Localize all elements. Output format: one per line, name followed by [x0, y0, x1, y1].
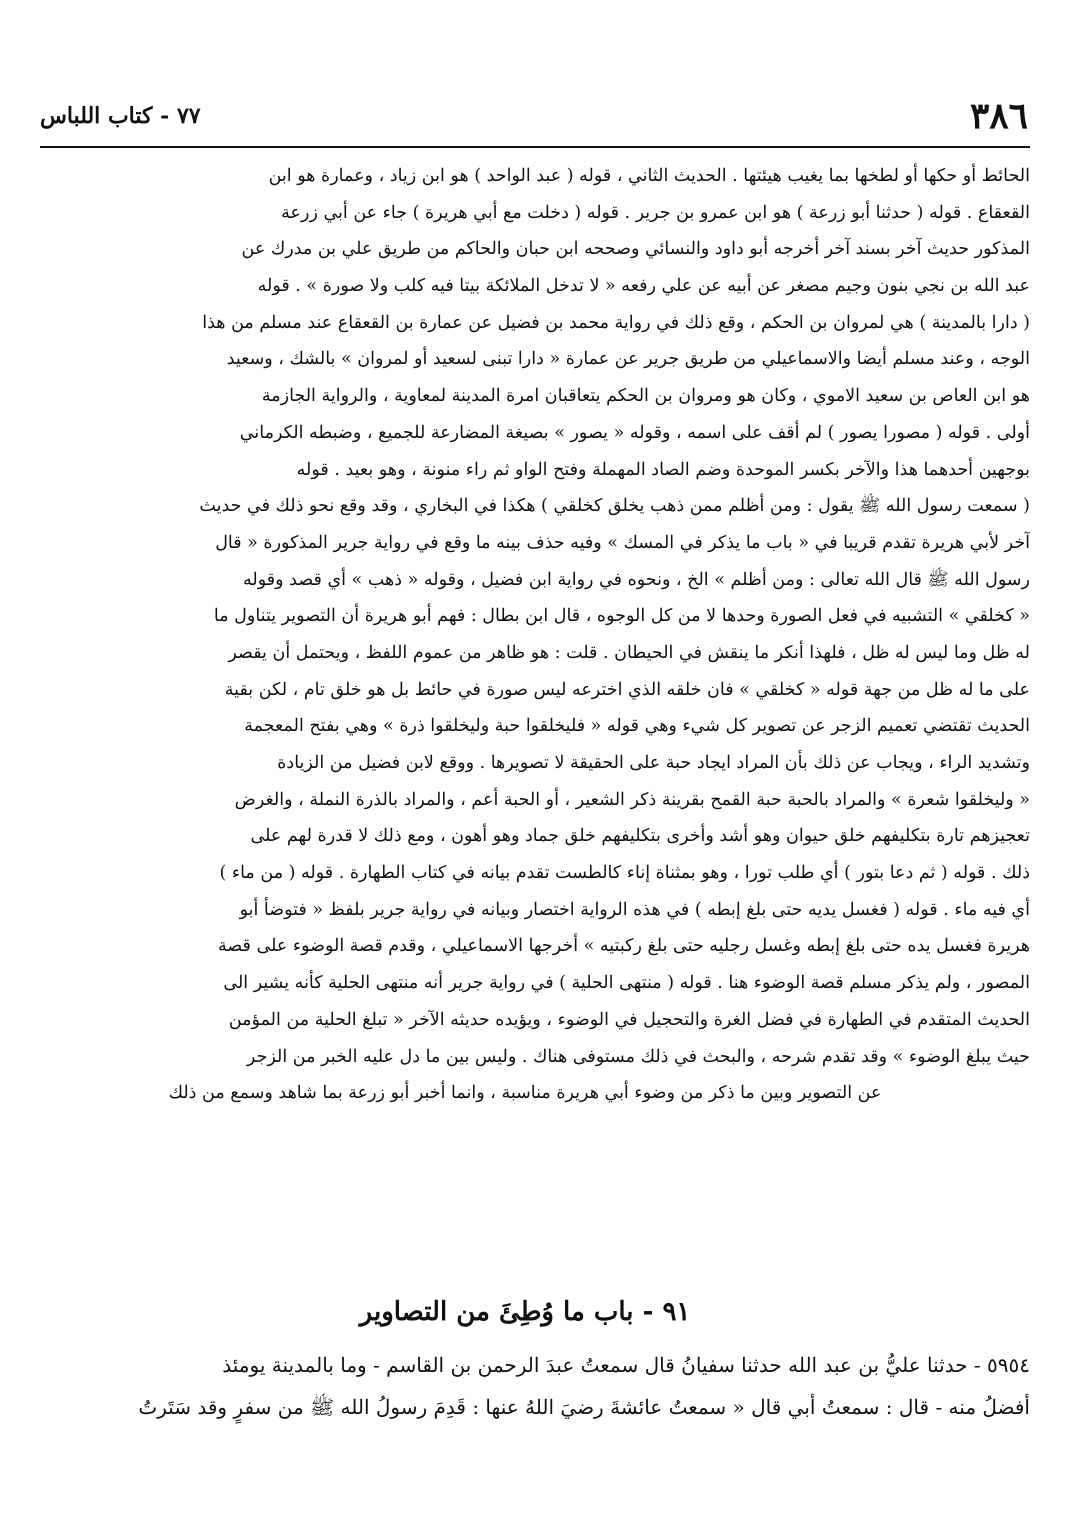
text-line: القعقاع . قوله ( حدثنا أبو زرعة ) هو ابن عمرو بن جرير . قوله ( دخلت مع أبي هريرة ) جاء عن أبي زرعة — [281, 202, 1030, 223]
page-number: ٣٨٦ — [969, 95, 1028, 137]
text-line: وتشديد الراء ، ويجاب عن ذلك بأن المراد ايجاد حبة على الحقيقة لا تصويرها . ووقع لابن فضيل من الزيادة — [277, 753, 1030, 773]
text-line: ذلك . قوله ( ثم دعا بتور ) أي طلب تورا ، وهو بمثناة إناء كالطست تقدم بيانه في كتاب الطهارة . قوله ( من ماء ) — [219, 863, 1030, 884]
text-line: الحائط أو حكها أو لطخها بما يغيب هيئتها . الحديث الثاني ، قوله ( عبد الواحد ) هو ابن زياد ، وعمارة هو ابن — [268, 166, 1030, 186]
text-line: عن التصوير وبين ما ذكر من وضوء أبي هريرة مناسبة ، وانما أخبر أبو زرعة بما شاهد وسمع من ذلك — [168, 1083, 882, 1104]
text-line: أي فيه ماء . قوله ( فغسل يديه حتى بلغ إبطه ) في هذه الرواية اختصار وبيانه في رواية جرير بلفظ « فتوضأ أبو — [239, 899, 1030, 920]
text-line: رسول الله ﷺ قال الله تعالى : ومن أظلم » الخ ، ونحوه في رواية ابن فضيل ، وقوله « ذهب » أي قصد وقوله — [243, 569, 1030, 590]
text-line: أولى . قوله ( مصورا يصور ) لم أقف على اسمه ، وقوله « يصور » بصيغة المضارعة للجميع ، وضبطه الكرماني — [239, 422, 1030, 443]
text-line: « وليخلقوا شعرة » والمراد بالحبة حبة القمح بقرينة ذكر الشعير ، أو الحبة أعم ، والمراد بالذرة النملة ، والغرض — [234, 789, 1030, 810]
text-line: تعجيزهم تارة بتكليفهم خلق حيوان وهو أشد وأخرى بتكليفهم خلق جماد وهو أهون ، ومع ذلك لا قدرة لهم على — [250, 826, 1030, 847]
text-line: « كخلقي » التشبيه في فعل الصورة وحدها لا من كل الوجوه ، قال ابن بطال : فهم أبو هريرة أن التصوير يتناول ما — [213, 606, 1030, 627]
text-line: الحديث تقتضي تعميم الزجر عن تصوير كل شيء وهي قوله « فليخلقوا حبة وليخلقوا ذرة » وهي بفتح المعجمة — [244, 716, 1030, 737]
text-line: ( دارا بالمدينة ) هي لمروان بن الحكم ، وقع ذلك في رواية محمد بن فضيل عن عمارة بن القعقاع عند مسلم من هذا — [202, 312, 1030, 333]
text-line: بوجهين أحدهما هذا والآخر بكسر الموحدة وضم الصاد المهملة وفتح الواو ثم راء منونة ، وهو بعيد . قوله — [296, 459, 1030, 480]
running-title: ٧٧ - كتاب اللباس — [40, 103, 201, 129]
text-line: هريرة فغسل يده حتى بلغ إبطه وغسل رجليه حتى بلغ ركبتيه » أخرجها الاسماعيلي ، وقدم قصة الوضوء على قصة — [218, 936, 1030, 957]
text-line: حيث يبلغ الوضوء » وقد تقدم شرحه ، والبحث في ذلك مستوفى هناك . وليس بين ما دل عليه الخبر من الزجر — [246, 1046, 1030, 1067]
hadith-text — [20, 1344, 1030, 1428]
text-line: المصور ، ولم يذكر مسلم قصة الوضوء هنا . قوله ( منتهى الحلية ) في رواية جرير أنه منتهى الحلية كأنه يشير الى — [223, 973, 1030, 994]
text-line: الوجه ، وعند مسلم أيضا والاسماعيلي من طريق جرير عن عمارة « دارا تبنى لسعيد أو لمروان » بالشك ، وسعيد — [226, 349, 1030, 370]
hadith-line: أفضلُ منه - قال : سمعتُ أبي قال « سمعتُ عائشةَ رضيَ اللهُ عنها : قَدِمَ رسولُ الله ﷺ من سفرٍ وقد سَتَرتُ — [138, 1395, 1030, 1419]
text-line: هو ابن العاص بن سعيد الاموي ، وكان هو ومروان بن الحكم يتعاقبان امرة المدينة لمعاوية ، والرواية الجازمة — [261, 386, 1030, 407]
text-line: له ظل وما ليس له ظل ، فلهذا أنكر ما ينقش في الحيطان . قلت : هو ظاهر من عموم اللفظ ، ويحتمل أن يقصر — [228, 642, 1030, 663]
commentary-body — [20, 158, 1030, 1112]
text-line: ( سمعت رسول الله ﷺ يقول : ومن أظلم ممن ذهب يخلق كخلقي ) هكذا في البخاري ، وقد وقع نحو ذلك في حديث — [199, 496, 1030, 517]
text-line: عبد الله بن نجي بنون وجيم مصغر عن أبيه عن علي رفعه « لا تدخل الملائكة بيتا فيه كلب ولا صورة » . قوله — [257, 276, 1030, 297]
header-divider — [40, 146, 1030, 148]
hadith-line: ٥٩٥٤ - حدثنا عليُّ بن عبد الله حدثنا سفيانُ قال سمعتُ عبدَ الرحمن بن القاسم - وما بالمدينة يومئذ — [222, 1353, 1030, 1377]
text-line: المذكور حديث آخر بسند آخر أخرجه أبو داود والنسائي وصححه ابن حبان والحاكم من طريق علي بن مدرك عن — [241, 239, 1030, 260]
text-line: آخر لأبي هريرة تقدم قريبا في « باب ما يذكر في المسك » وفيه حذف بينه ما وقع في رواية جرير المذكورة « قال — [215, 532, 1030, 553]
page-header — [40, 96, 1028, 136]
text-line: على ما له ظل من جهة قوله « كخلقي » فان خلقه الذي اخترعه ليس صورة في حائط بل هو خلق تام ، لكن بقية — [224, 679, 1030, 700]
text-line: الحديث المتقدم في الطهارة في فضل الغرة والتحجيل في الوضوء ، ويؤيده حديثه الآخر « تبلغ الحلية من المؤمن — [228, 1009, 1030, 1030]
chapter-heading: ٩١ - باب ما وُطِئَ من التصاوير — [359, 1297, 691, 1327]
